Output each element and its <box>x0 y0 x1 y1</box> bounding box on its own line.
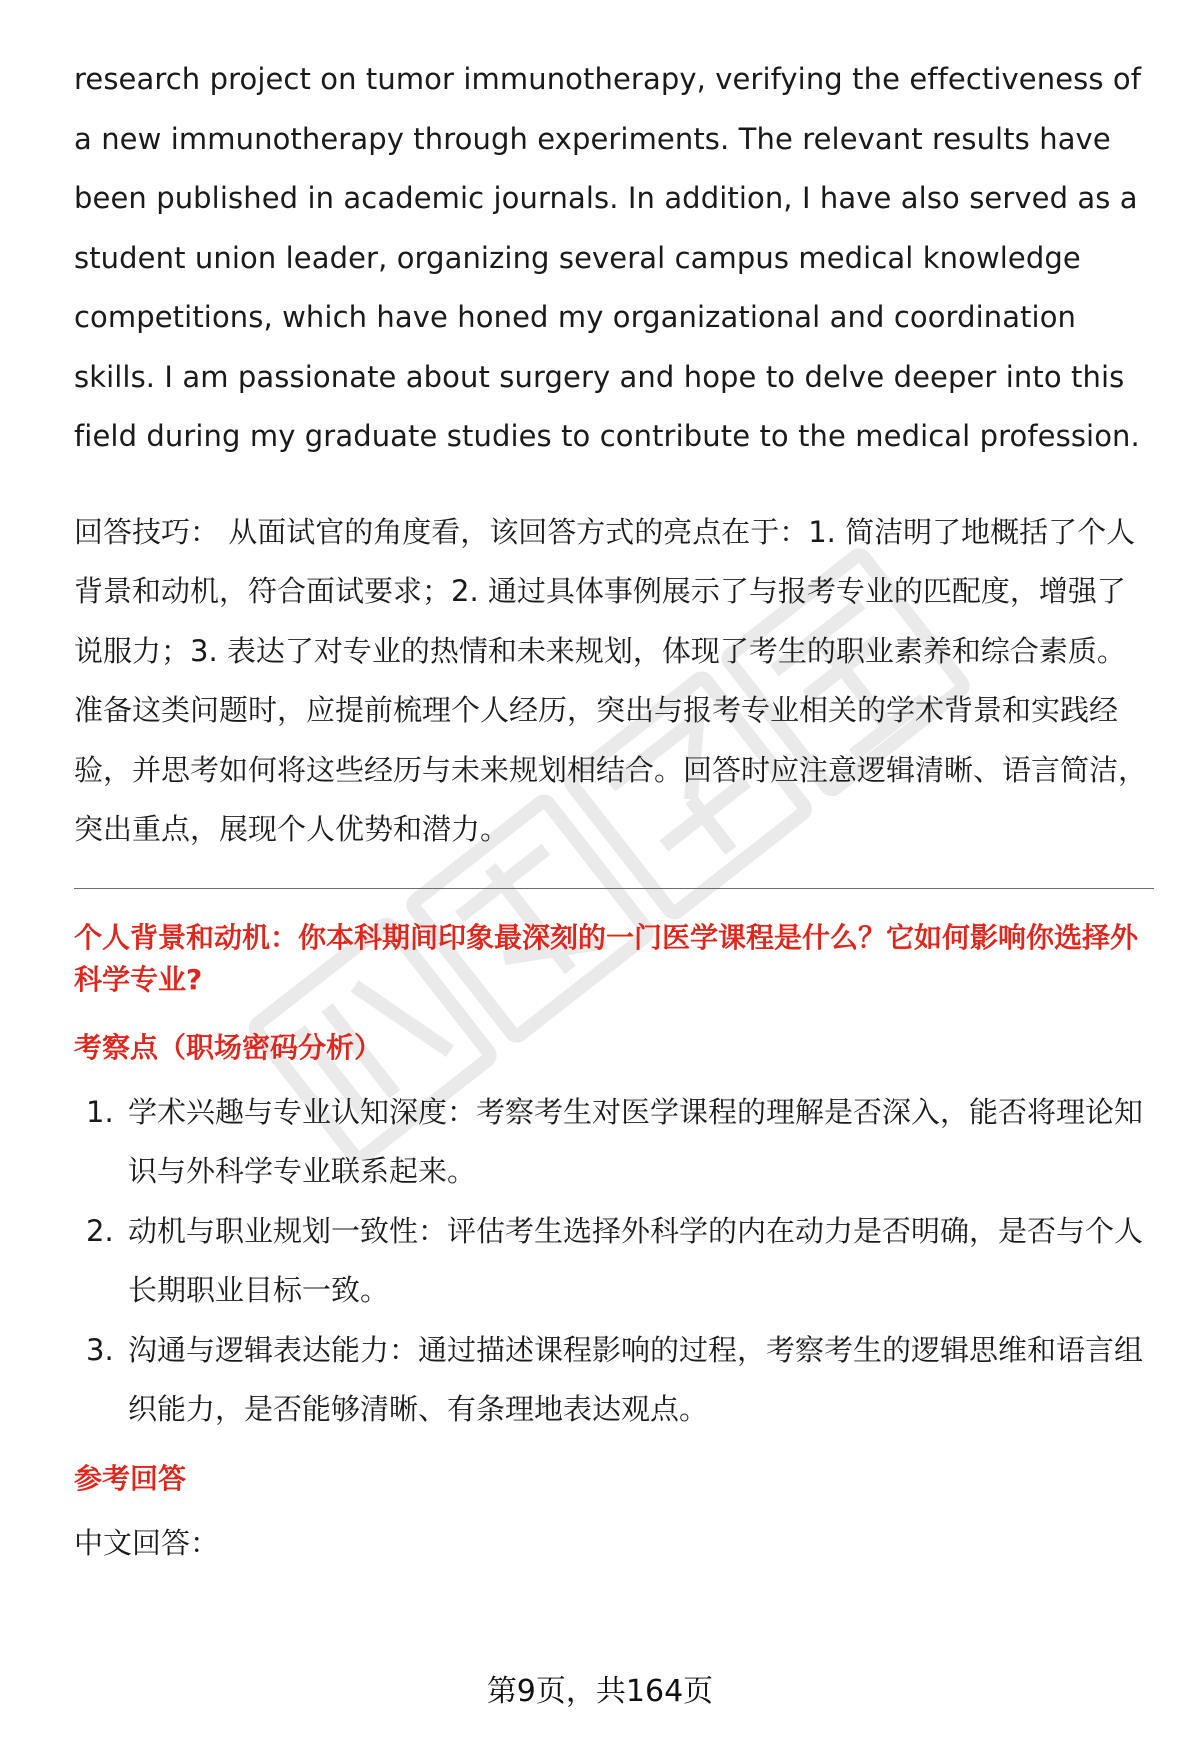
answer-tip: 回答技巧： 从面试官的角度看，该回答方式的亮点在于：1. 简洁明了地概括了个人背景和动机，符合面试要求；2. 通过具体事例展示了与报考专业的匹配度，增强了说服力；3. 表达了对专业的热情和未来规划，体现了考生的职业素养和综合素质。准备这类问题时，应提前梳理个人经历，突出与报考专业相关的学术背景和实践经验，并思考如何将这些经历与未来规划相结合。回答时应注意逻辑清晰、语言简洁，突出重点，展现个人优势和潜力。 <box>74 514 1148 846</box>
list-item-number: 2. <box>86 1213 114 1248</box>
chinese-answer-label: 中文回答： <box>74 1525 220 1560</box>
intro-answer-english: research project on tumor immunotherapy, verifying the effectiveness of a new immunotherapy through experiments. The relevant results have been published in academic journals. In addition, I have also served as a student union leader, organizing several campus medical knowledge competitions, which have honed my organizational and coordination skills. I am passionate about surgery and hope to delve deeper into this field during my graduate studies to contribute to the medical profession. <box>74 62 1142 453</box>
list-item <box>74 1083 1154 1202</box>
list-item <box>74 1202 1154 1321</box>
reference-answer-heading: 参考回答 <box>74 1461 187 1495</box>
document-page <box>74 50 1154 1564</box>
section-divider <box>74 888 1154 889</box>
list-item <box>74 1321 1154 1440</box>
list-item-text: 学术兴趣与专业认知深度：考察考生对医学课程的理解是否深入，能否将理论知识与外科学专业联系起来。 <box>128 1094 1144 1188</box>
assessment-list <box>74 1083 1154 1440</box>
assessment-heading: 考察点（职场密码分析） <box>74 1030 383 1064</box>
list-item-text: 动机与职业规划一致性：评估考生选择外科学的内在动力是否明确，是否与个人长期职业目标一致。 <box>128 1213 1144 1307</box>
question-title: 个人背景和动机：你本科期间印象最深刻的一门医学课程是什么？它如何影响你选择外科学专业? <box>74 920 1139 996</box>
page-number: 第9页，共164页 <box>486 1674 714 1709</box>
list-item-number: 1. <box>86 1094 114 1129</box>
list-item-number: 3. <box>86 1332 114 1367</box>
list-item-text: 沟通与逻辑表达能力：通过描述课程影响的过程，考察考生的逻辑思维和语言组织能力，是否能够清晰、有条理地表达观点。 <box>128 1332 1144 1426</box>
